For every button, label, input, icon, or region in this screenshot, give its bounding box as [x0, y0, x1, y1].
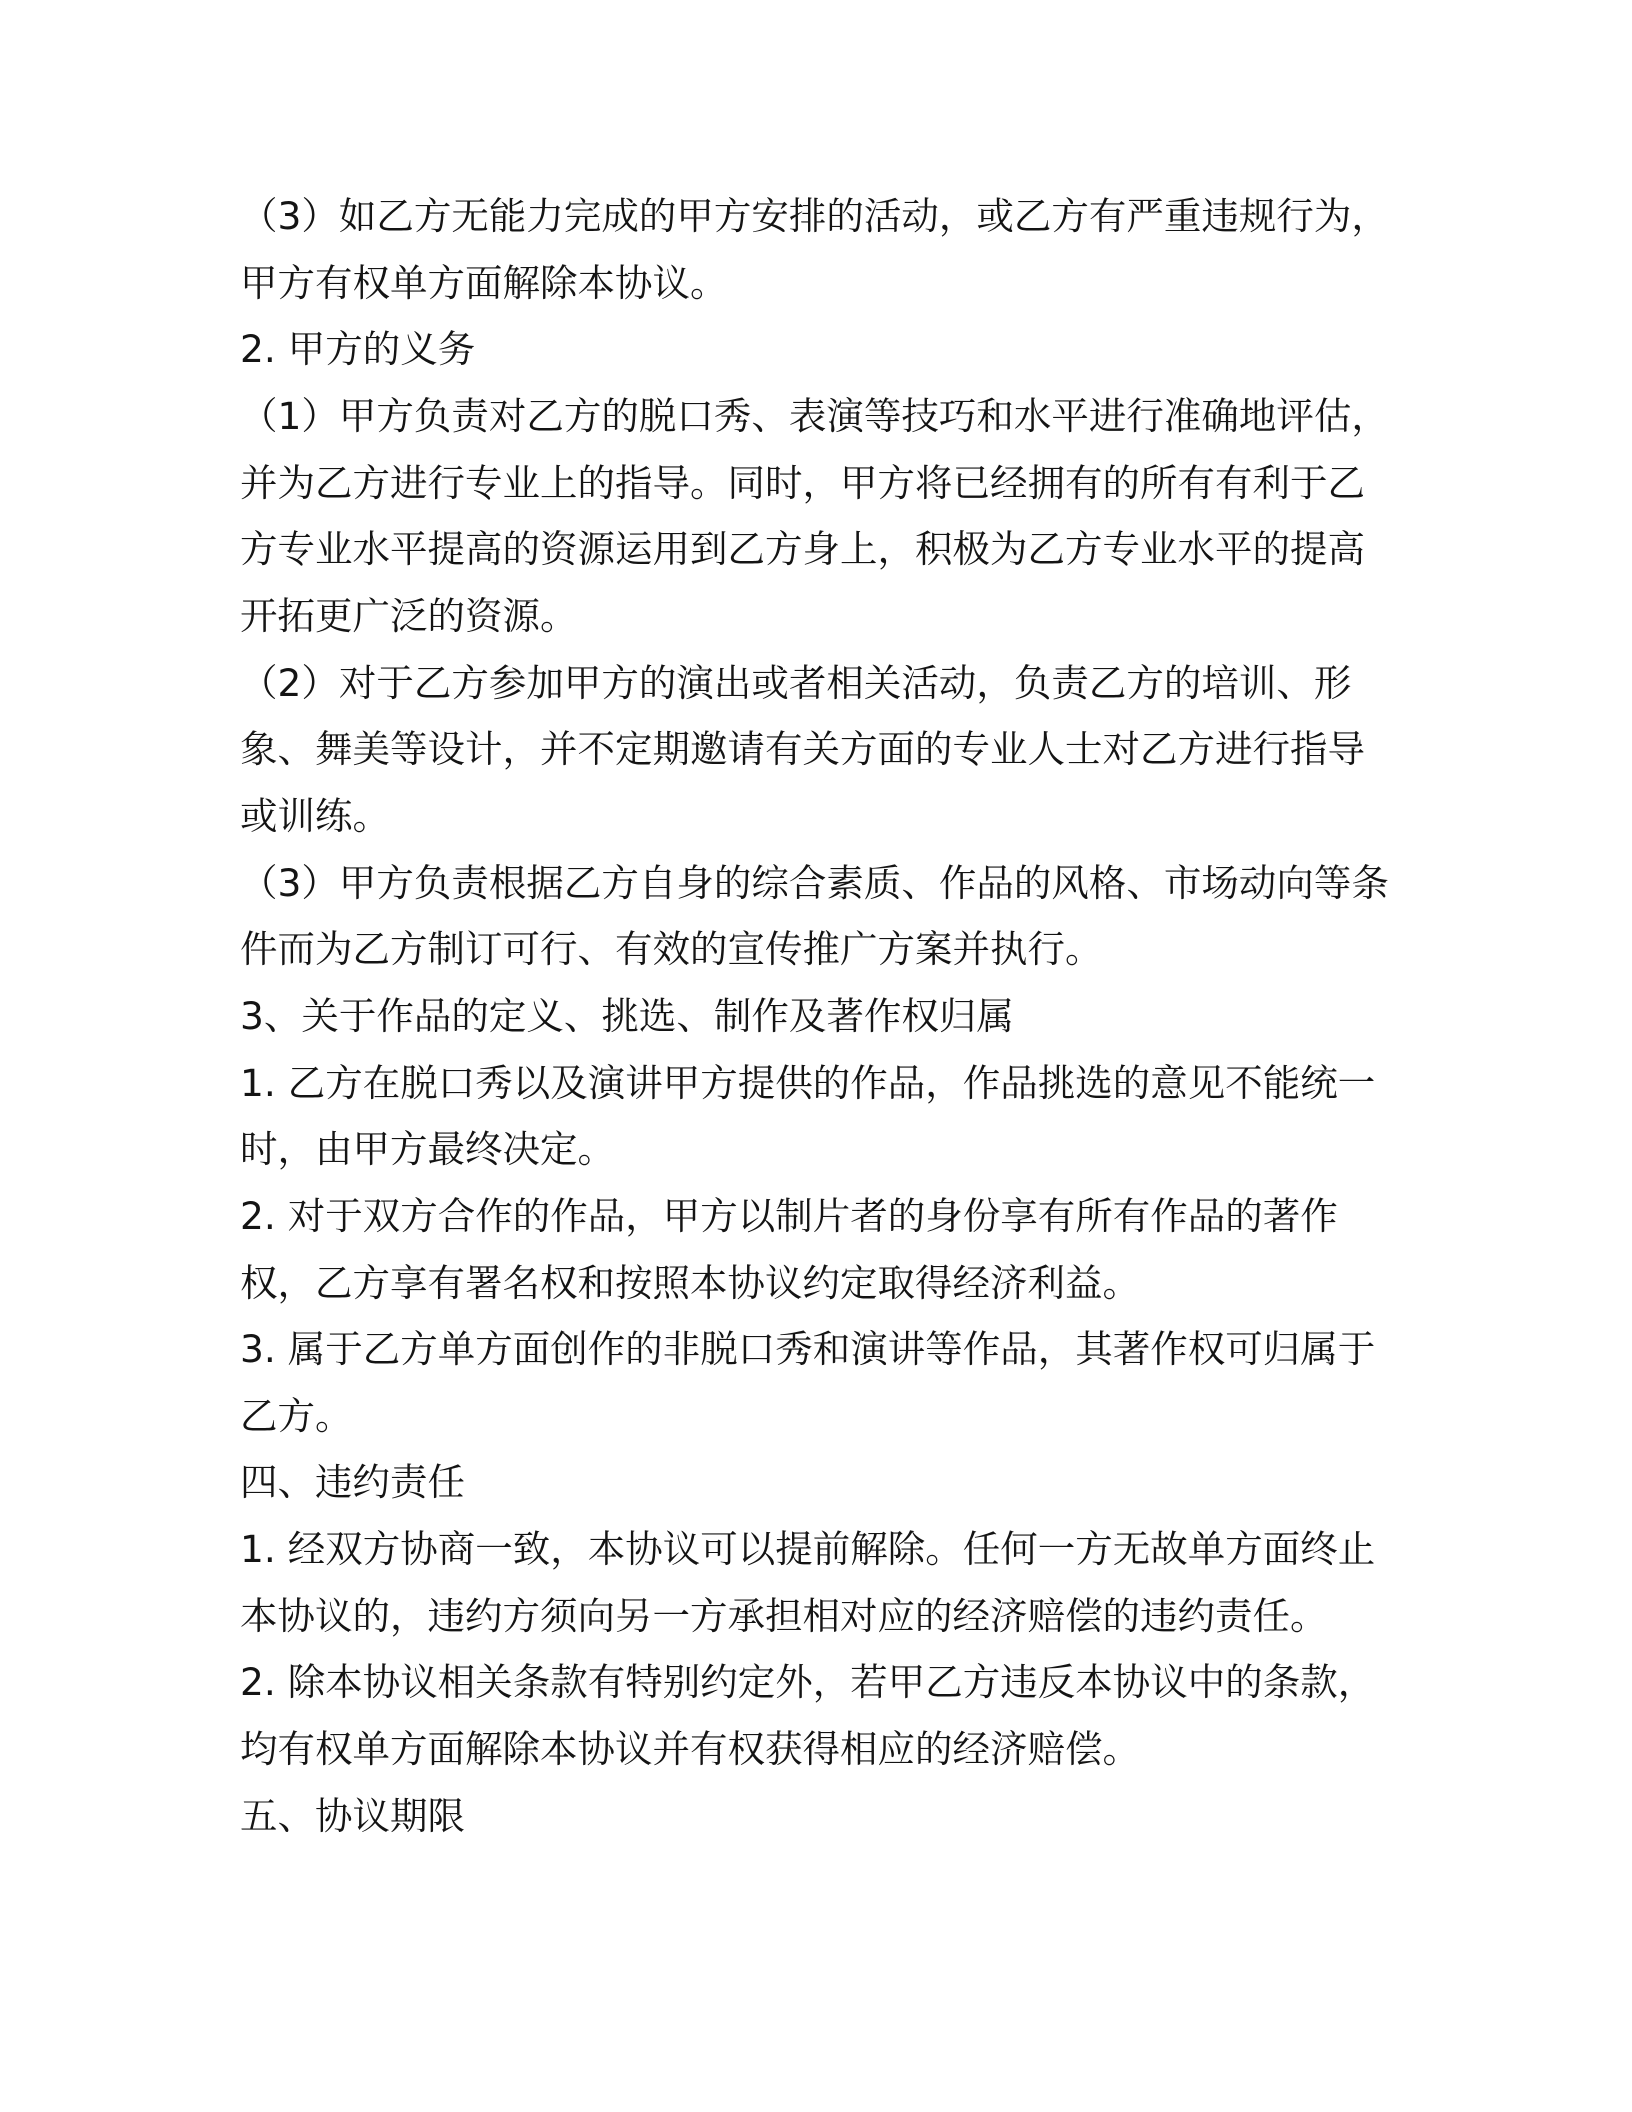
text-line: 本协议的，违约方须向另一方承担相对应的经济赔偿的违约责任。	[240, 1593, 1328, 1638]
heading-line: 3、关于作品的定义、挑选、制作及著作权归属	[240, 993, 1014, 1038]
section-heading	[240, 1449, 1440, 1516]
section-heading	[240, 983, 1440, 1050]
text-line: 均有权单方面解除本协议并有权获得相应的经济赔偿。	[240, 1727, 1140, 1772]
text-line: 开拓更广泛的资源。	[240, 593, 578, 638]
text-line: 2. 除本协议相关条款有特别约定外，若甲乙方违反本协议中的条款，	[240, 1660, 1376, 1705]
heading-line: 四、违约责任	[240, 1460, 465, 1505]
clause-paragraph	[240, 1516, 1440, 1649]
clause-paragraph	[240, 1183, 1440, 1316]
text-line: 并为乙方进行专业上的指导。同时，甲方将已经拥有的所有有利于乙	[240, 460, 1365, 505]
clause-paragraph	[240, 1316, 1440, 1449]
heading-line: 2. 甲方的义务	[240, 327, 476, 372]
document-body	[240, 183, 1440, 1849]
heading-line: 五、协议期限	[240, 1793, 465, 1838]
clause-paragraph	[240, 383, 1440, 650]
text-line: 3. 属于乙方单方面创作的非脱口秀和演讲等作品，其著作权可归属于	[240, 1327, 1376, 1372]
clause-paragraph	[240, 1050, 1440, 1183]
text-line: 1. 乙方在脱口秀以及演讲甲方提供的作品，作品挑选的意见不能统一	[240, 1060, 1376, 1105]
text-line: （1）甲方负责对乙方的脱口秀、表演等技巧和水平进行准确地评估，	[240, 393, 1389, 438]
text-line: 方专业水平提高的资源运用到乙方身上，积极为乙方专业水平的提高	[240, 527, 1365, 572]
text-line: 1. 经双方协商一致，本协议可以提前解除。任何一方无故单方面终止	[240, 1527, 1376, 1572]
text-line: （3）如乙方无能力完成的甲方安排的活动，或乙方有严重违规行为，	[240, 194, 1389, 238]
text-line: 权，乙方享有署名权和按照本协议约定取得经济利益。	[240, 1260, 1140, 1305]
clause-paragraph	[240, 650, 1440, 850]
section-heading	[240, 1783, 1440, 1850]
text-line: 甲方有权单方面解除本协议。	[240, 260, 728, 305]
text-line: 时，由甲方最终决定。	[240, 1127, 615, 1172]
text-line: 象、舞美等设计，并不定期邀请有关方面的专业人士对乙方进行指导	[240, 727, 1365, 772]
clause-paragraph	[240, 183, 1440, 316]
section-heading	[240, 316, 1440, 383]
text-line: 或训练。	[240, 793, 390, 838]
text-line: （2）对于乙方参加甲方的演出或者相关活动，负责乙方的培训、形	[240, 660, 1352, 705]
text-line: 件而为乙方制订可行、有效的宣传推广方案并执行。	[240, 927, 1103, 972]
text-line: 2. 对于双方合作的作品，甲方以制片者的身份享有所有作品的著作	[240, 1193, 1338, 1238]
text-line: 乙方。	[240, 1393, 353, 1438]
text-line: （3）甲方负责根据乙方自身的综合素质、作品的风格、市场动向等条	[240, 860, 1389, 905]
clause-paragraph	[240, 850, 1440, 983]
clause-paragraph	[240, 1649, 1440, 1782]
